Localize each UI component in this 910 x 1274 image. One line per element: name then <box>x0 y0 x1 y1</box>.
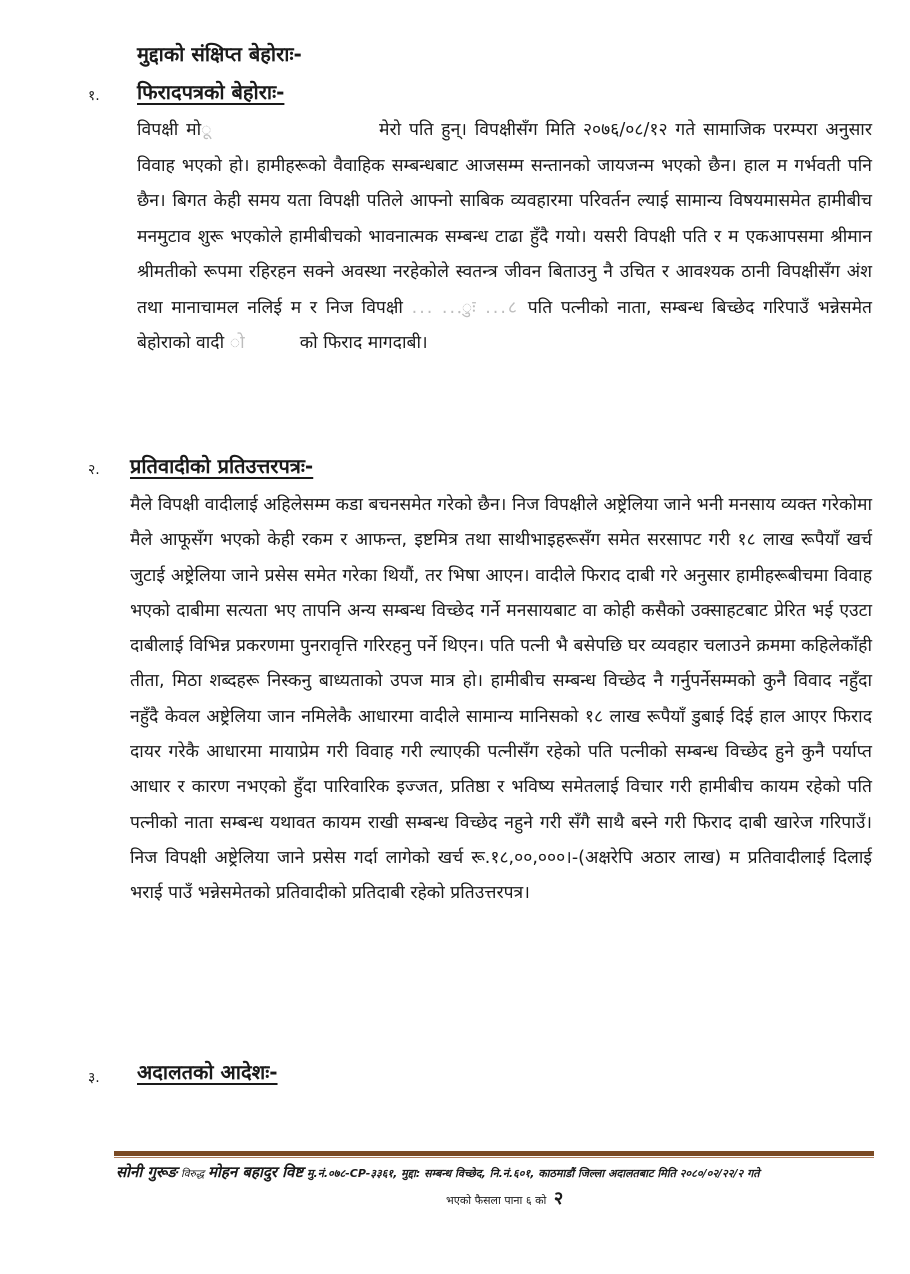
footer-case-line <box>116 1162 876 1182</box>
section-3-heading: अदालतको आदेशः- <box>137 1060 278 1084</box>
section-1-number: १. <box>88 88 100 104</box>
document-title: मुद्दाको संक्षिप्त बेहोराः- <box>137 42 302 66</box>
redacted-name: ू <box>201 120 214 140</box>
footer-page-text: भएको फैसला पाना ६ को <box>446 1194 547 1207</box>
section-3-number: ३. <box>88 1070 100 1086</box>
footer-versus: विरुद्ध <box>180 1168 205 1180</box>
body-text: को फिराद मागदाबी। <box>299 333 428 353</box>
section-2-heading: प्रतिवादीको प्रतिउत्तरपत्रः- <box>130 454 314 478</box>
footer-rule-thin <box>114 1157 874 1158</box>
section-1-body <box>137 113 872 362</box>
footer-case-info: मु.नं.०७८-CP-३३६१, मुद्दा: सम्बन्ध विच्छेद, नि.नं.६०१, काठमाडौं जिल्ला अदालतबाट मिति २०८०/०२/२२/२ गते <box>306 1167 760 1180</box>
footer-page-line <box>446 1186 563 1210</box>
section-2-body: मैले विपक्षी वादीलाई अहिलेसम्म कडा बचनसमेत गरेको छैन। निज विपक्षीले अष्ट्रेलिया जाने भनी मनसाय व्यक्त गरेकोमा मैले आफूसँग भएको केही रकम र आफन्त, इष्टमित्र तथा साथीभाइहरूसँग समेत सरसापट गरी १८ लाख रूपैयाँ खर्च जुटाई अष्ट्रेलिया जाने प्रसेस समेत गरेका थियौं, तर भिषा आएन। वादीले फिराद दाबी गरे अनुसार हामीहरूबीचमा विवाह भएको दाबीमा सत्यता भए तापनि अन्य सम्बन्ध विच्छेद गर्ने मनसायबाट वा कोही कसैको उक्साहटबाट प्रेरित भई एउटा दाबीलाई विभिन्न प्रकरणमा पुनरावृत्ति गरिरहनु पर्ने थिएन। पति पत्नी भै बसेपछि घर व्यवहार चलाउने क्रममा कहिलेकाँही तीता, मिठा शब्दहरू निस्कनु बाध्यताको उपज मात्र हो। हामीबीच सम्बन्ध विच्छेद नै गर्नुपर्नेसम्मको कुनै विवाद नहुँदा नहुँदै केवल अष्ट्रेलिया जान नमिलेकै आधारमा वादीले सामान्य मानिसको १८ लाख रूपैयाँ डुबाई दिई हाल आएर फिराद दायर गरेकै आधारमा मायाप्रेम गरी विवाह गरी ल्याएकी पत्नीसँग रहेको पति पत्नीको सम्बन्ध विच्छेद हुने कुनै पर्याप्त आधार र कारण नभएको हुँदा पारिवारिक इज्जत, प्रतिष्ठा र भविष्य समेतलाई विचार गरी हामीबीच कायम रहेको पति पत्नीको नाता सम्बन्ध यथावत कायम राखी सम्बन्ध विच्छेद नहुने गरी सँगै साथै बस्ने गरी फिराद दाबी खारेज गरिपाउँ। निज विपक्षी अष्ट्रेलिया जाने प्रसेस गर्दा लागेको खर्च रू.१८,००,०००।-(अक्षरेपि अठार लाख) म प्रतिवादीलाई दिलाई भराई पाउँ भन्नेसमेतको प्रतिवादीको प्रतिदाबी रहेको प्रतिउत्तरपत्र। <box>130 495 872 904</box>
footer-plaintiff: सोनी गुरूङ <box>116 1163 178 1181</box>
redacted-name: ो <box>229 333 247 353</box>
footer-defendant: मोहन बहादुर विष्ट <box>208 1163 304 1181</box>
footer-rule <box>114 1151 874 1156</box>
body-text: पति पत्नीको नाता, सम्बन्ध बिच्छेद गरिपाउँ भन्नेसमेत बेहोराको वादी <box>137 297 873 353</box>
section-2-number: २. <box>88 462 100 478</box>
redacted-name: ... ...ुः ...८ <box>411 297 520 318</box>
body-text: मेरो पति हुन्। विपक्षीसँग मिति २०७६/०८/१२ गते सामाजिक परम्परा अनुसार विवाह भएको हो। हामीहरूको वैवाहिक सम्बन्धबाट आजसम्म सन्तानको जायजन्म भएको छैन। हाल म गर्भवती पनि छैन। बिगत केही समय यता विपक्षी पतिले आफ्नो साबिक व्यवहारमा परिवर्तन ल्याई सामान्य विषयमासमेत हामीबीच मनमुटाव शुरू भएकोले हामीबीचको भावनात्मक सम्बन्ध टाढा हुँदै गयो। यसरी विपक्षी पति र म एकआपसमा श्रीमान श्रीमतीको रूपमा रहिरहन सक्ने अवस्था नरहेकोले स्वतन्त्र जीवन बिताउनु नै उचित र आवश्यक ठानी विपक्षीसँग अंश तथा मानाचामल नलिई म र निज विपक्षी <box>137 120 872 318</box>
section-1-heading: फिरादपत्रको बेहोराः- <box>137 80 285 104</box>
body-text: विपक्षी मो <box>137 120 202 140</box>
page-number: २ <box>553 1188 564 1209</box>
